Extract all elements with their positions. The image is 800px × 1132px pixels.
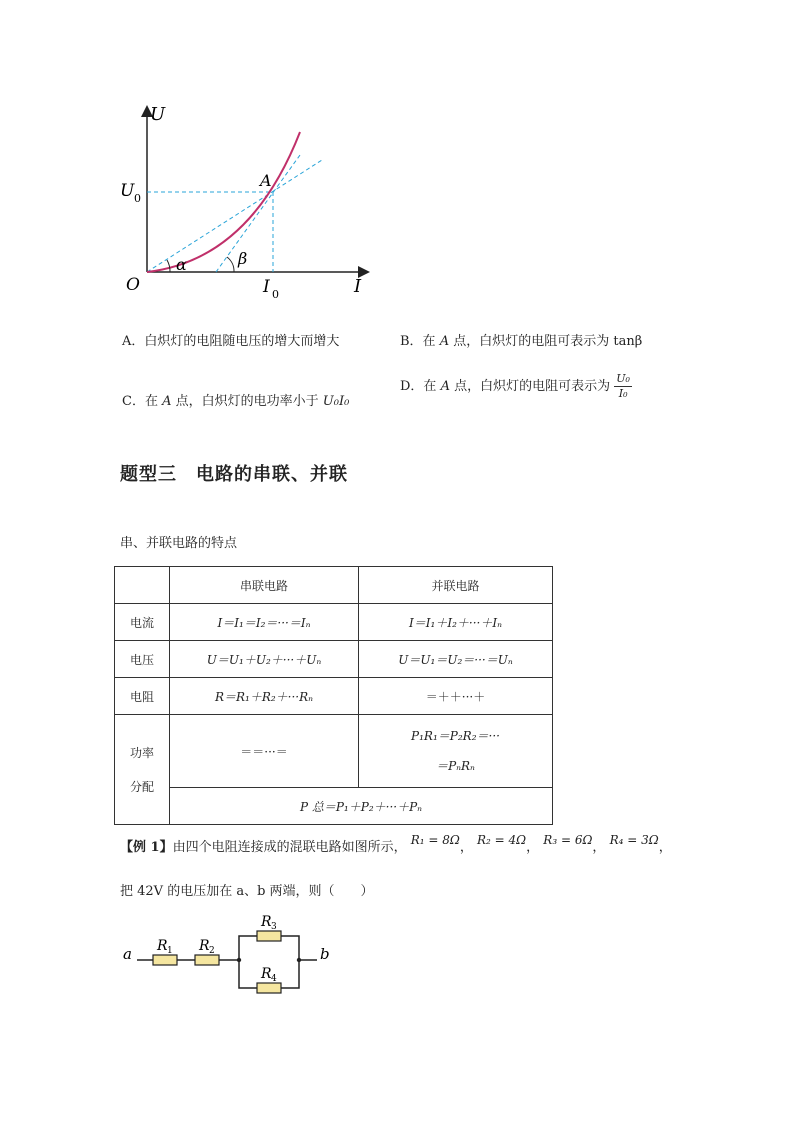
example-r1: R₁ = 8Ω (410, 833, 460, 847)
option-d[interactable] (400, 372, 632, 401)
terminal-b: b (320, 945, 330, 963)
example-tag: 【例 1】 (120, 840, 173, 855)
header-series: 串联电路 (170, 567, 359, 604)
power-parallel-line-2: ＝PₙRₙ (436, 759, 475, 773)
origin-label: O (126, 275, 140, 295)
resistance-parallel: ＝＋＋···＋ (359, 678, 553, 715)
example-r3: R₃ = 6Ω (543, 833, 593, 847)
axis-y-label: U (150, 104, 166, 125)
axis-x-label: I (354, 276, 362, 297)
example-r2: R₂ = 4Ω (477, 833, 527, 847)
option-d-var: A (440, 379, 450, 394)
point-a-label: A (260, 171, 272, 190)
u-i-graph (110, 100, 380, 305)
wire-lower-branch (239, 960, 257, 988)
table-row (115, 715, 553, 788)
secant-line (147, 160, 322, 272)
series-parallel-table (114, 566, 553, 825)
beta-arc (227, 257, 234, 272)
example-sep-4: ， (658, 840, 672, 855)
resistance-series: R＝R₁＋R₂＋···Rₙ (170, 678, 359, 715)
label-r2: R (199, 938, 210, 954)
terminal-a: a (123, 945, 132, 963)
example-sep-2: ， (526, 840, 540, 855)
current-series: I＝I₁＝I₂＝···＝Iₙ (170, 604, 359, 641)
option-d-fraction (614, 372, 632, 401)
option-c-suffix: 点，白炽灯的电功率小于 (175, 394, 319, 409)
i0-label: I (263, 277, 270, 297)
section-title: 题型三 电路的串联、并联 (120, 464, 348, 485)
option-c-expr: U₀I₀ (322, 394, 350, 409)
table-header-row (115, 567, 553, 604)
table-row (115, 641, 553, 678)
circuit-diagram (115, 908, 355, 1003)
table-row (115, 788, 553, 825)
option-d-suffix: 点，白炽灯的电阻可表示为 (454, 379, 611, 394)
wire-lower-right (281, 960, 299, 988)
voltage-series: U＝U₁＋U₂＋···＋Uₙ (170, 641, 359, 678)
label-r1-sub: 1 (167, 946, 173, 956)
table-caption: 串、并联电路的特点 (120, 536, 238, 551)
resistor-r2 (195, 955, 219, 965)
option-b[interactable] (400, 330, 642, 349)
current-parallel: I＝I₁＋I₂＋···＋Iₙ (359, 604, 553, 641)
power-series: ＝＝···＝ (170, 715, 359, 788)
option-d-numerator: U₀ (616, 372, 630, 385)
example-r4: R₄ = 3Ω (609, 833, 659, 847)
row-label-resistance: 电阻 (115, 678, 170, 715)
i0-sub: 0 (272, 288, 279, 301)
u0-label: U (120, 181, 135, 201)
alpha-arc (167, 260, 170, 272)
power-parallel-line-1: P₁R₁＝P₂R₂＝··· (411, 729, 500, 743)
resistor-r1 (153, 955, 177, 965)
option-a[interactable]: A．白炽灯的电阻随电压的增大而增大 (122, 334, 340, 349)
label-r3-sub: 3 (271, 922, 277, 932)
beta-label: β (238, 249, 248, 268)
total-power: P 总＝P₁＋P₂＋···＋Pₙ (170, 788, 553, 825)
option-b-prefix: B．在 (400, 334, 436, 349)
example-line-1 (120, 833, 672, 855)
u0-sub: 0 (134, 192, 141, 205)
option-d-prefix: D．在 (400, 379, 437, 394)
row-label-power (115, 715, 170, 825)
power-label-1: 功率 (129, 745, 154, 760)
example-text: 由四个电阻连接成的混联电路如图所示， (172, 840, 407, 855)
power-label-2: 分配 (129, 779, 154, 794)
option-b-var: A (439, 334, 450, 349)
resistor-r4 (257, 983, 281, 993)
option-c-prefix: C．在 (122, 394, 158, 409)
header-empty (115, 567, 170, 604)
label-r4-sub: 4 (271, 974, 277, 984)
option-c[interactable] (122, 390, 349, 409)
option-c-var: A (162, 394, 172, 409)
label-r2-sub: 2 (209, 946, 215, 956)
row-label-voltage: 电压 (115, 641, 170, 678)
power-parallel (359, 715, 553, 788)
wire-upper-right (281, 936, 299, 960)
wire-upper-branch (239, 936, 257, 960)
header-parallel: 并联电路 (359, 567, 553, 604)
table-row (115, 678, 553, 715)
example-sep-1: ， (459, 840, 473, 855)
alpha-label: α (176, 255, 187, 274)
example-line-2: 把 42V 的电压加在 a、b 两端，则（ ） (120, 884, 374, 899)
option-d-denominator: I₀ (618, 387, 628, 400)
table-row (115, 604, 553, 641)
example-sep-3: ， (592, 840, 606, 855)
option-b-suffix: 点，白炽灯的电阻可表示为 (453, 334, 610, 349)
label-r3: R (261, 914, 272, 930)
row-label-current: 电流 (115, 604, 170, 641)
option-b-expr: tanβ (613, 334, 643, 349)
label-r1: R (157, 938, 168, 954)
tangent-line (216, 155, 300, 272)
label-r4: R (261, 966, 272, 982)
voltage-parallel: U＝U₁＝U₂＝···＝Uₙ (359, 641, 553, 678)
u-i-curve (147, 132, 300, 272)
resistor-r3 (257, 931, 281, 941)
